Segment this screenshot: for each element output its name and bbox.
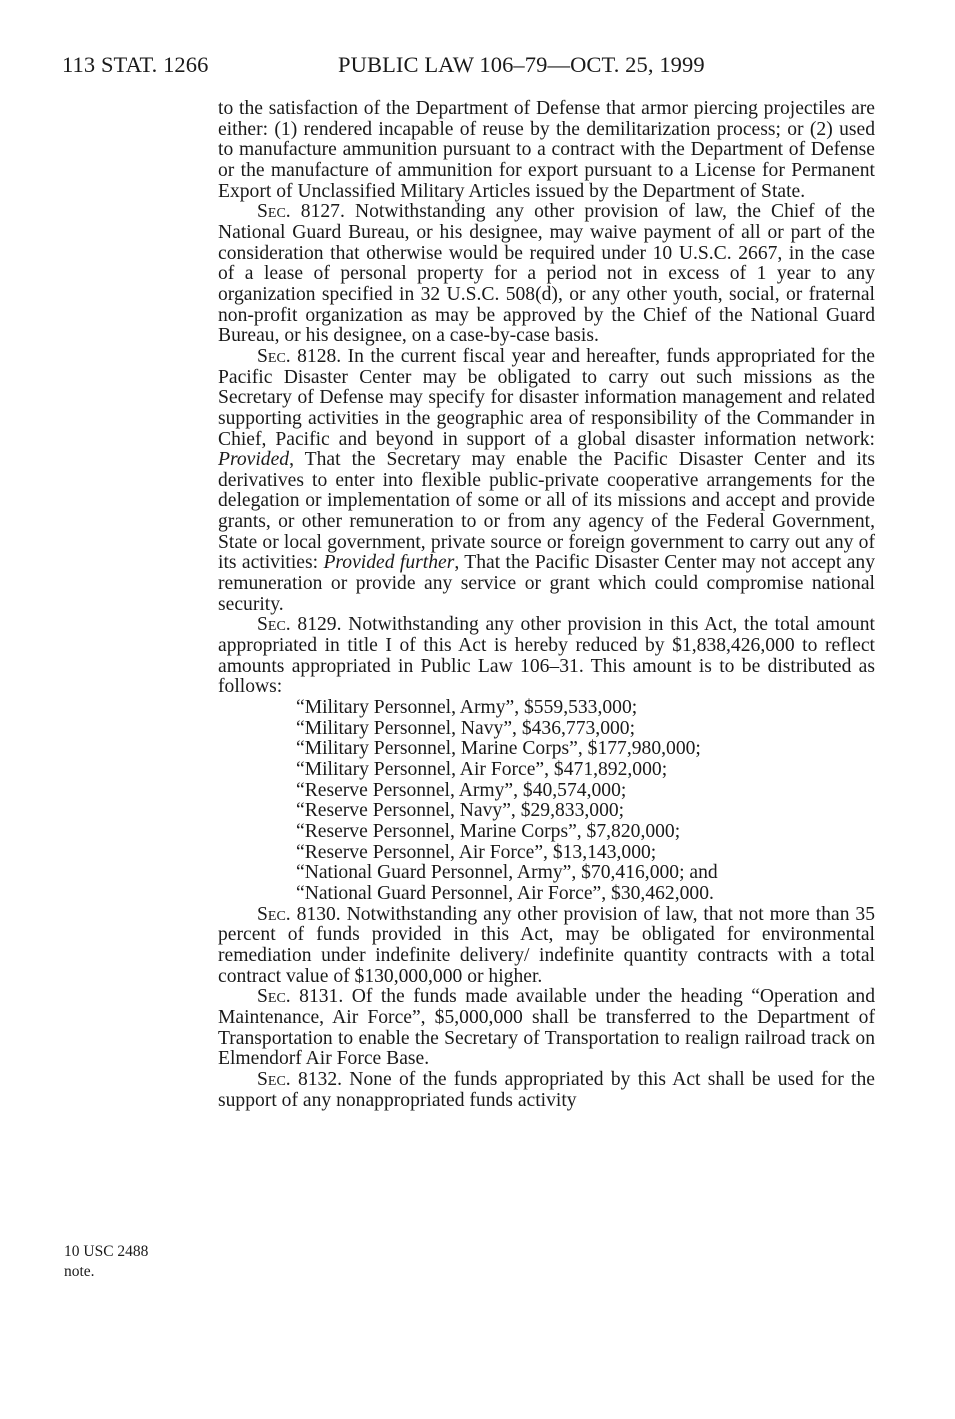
section-label: Sec [257, 903, 286, 925]
public-law-title: PUBLIC LAW 106–79—OCT. 25, 1999 [338, 52, 705, 77]
section-text: . 8128. In the current fiscal year and hereafter, funds appropriated for the Pacific Disaster Center may be obligated to carry out such missions as the Secretary of Defense may specify for disaster information management and related supporting activities in the geographic area of responsibility of the Commander in Chief, Pacific and beyond in support of a global disaster information network: [218, 345, 875, 450]
list-item: “Reserve Personnel, Air Force”, $13,143,000; [296, 841, 657, 863]
list-item: “Military Personnel, Army”, $559,533,000; [296, 697, 638, 719]
statute-page-number: 113 STAT. 1266 [62, 52, 209, 77]
section-text: . 8129. Notwithstanding any other provision in this Act, the total amount appropriated in title I of this Act is hereby reduced by $1,838,426,000 to reflect amounts appropriated in Public Law 106–31. This amount is to be distributed as follows: [218, 614, 875, 698]
section-text: . 8132. None of the funds appropriated by this Act shall be used for the support of any nonappropriated funds activity [218, 1068, 875, 1111]
list-item: “Military Personnel, Air Force”, $471,892,000; [296, 759, 668, 780]
list-item: “Military Personnel, Navy”, $436,773,000; [296, 717, 636, 739]
section-text: , That the Secretary may enable the Pacific Disaster Center and its derivatives to enter into flexible public-private cooperative arrangements for the delegation or implementation of some or all of its missions and accept and provide grants, or other remuneration to or from any agency of the Federal Government, State or local government, private source or foreign government to carry out any of its activities: [218, 449, 875, 574]
list-item: “National Guard Personnel, Army”, $70,416,000; and [296, 862, 718, 884]
proviso: Provided [218, 449, 290, 471]
body-text [218, 99, 875, 1111]
list-item: “Military Personnel, Marine Corps”, $177,980,000; [296, 738, 701, 760]
margin-note [64, 1242, 184, 1282]
section-label: Sec [257, 345, 286, 367]
margin-note-citation: 10 USC 2488 [64, 1243, 149, 1260]
section-label: Sec [257, 201, 286, 223]
list-item: “Reserve Personnel, Marine Corps”, $7,820,000; [296, 820, 681, 842]
section-label: Sec [257, 614, 286, 636]
section-text: . 8127. Notwithstanding any other provision of law, the Chief of the National Guard Bureau, or his designee, may waive payment of all or part of the consideration that otherwise would be required under 10 U.S.C. 2667, in the case of a lease of personal property for a period not in excess of 1 year to any organization specified in 32 U.S.C. 508(d), or any other youth, social, or fraternal non-profit organization as may be approved by the Chief of the National Guard Bureau, or his designee, on a case-by-case basis. [218, 201, 875, 347]
section-8129 [218, 615, 875, 698]
section-label: Sec [257, 1068, 286, 1090]
list-item: “Reserve Personnel, Navy”, $29,833,000; [296, 800, 625, 822]
section-text: . 8130. Notwithstanding any other provision of law, that not more than 35 percent of funds provided in this Act, may be obligated for environmental remediation under indefinite delivery/ indefinite quantity contracts with a total contract value of $130,000,000 or higher. [218, 903, 875, 987]
section-8132 [218, 1070, 875, 1111]
appropriation-list [218, 698, 875, 905]
section-8128 [218, 347, 875, 616]
section-text: . 8131. Of the funds made available under the heading “Operation and Maintenance, Air Force”, $5,000,000 shall be transferred to the Department of Transportation to enable the Secretary of Transportation to realign railroad track on Elmendorf Air Force Base. [218, 986, 875, 1070]
section-8130 [218, 905, 875, 988]
section-8131 [218, 987, 875, 1070]
margin-note-label: note. [64, 1263, 95, 1280]
section-8127 [218, 202, 875, 347]
page-header [62, 52, 892, 84]
paragraph-continued: to the satisfaction of the Department of Defense that armor piercing projectiles are either: (1) rendered incapable of reuse by the demilitarization process; or (2) used to manufacture ammunition pursuant to a contract with the Department of Defense or the manufacture of ammunition for export pursuant to a License for Permanent Export of Unclassified Military Articles issued by the Department of State. [218, 98, 875, 202]
list-item: “Reserve Personnel, Army”, $40,574,000; [296, 779, 627, 801]
list-item: “National Guard Personnel, Air Force”, $30,462,000. [296, 882, 714, 904]
proviso: Provided further [323, 552, 455, 574]
section-label: Sec [257, 986, 286, 1008]
section-text: , That the Pacific Disaster Center may not accept any remuneration or provide any service or grant which could compromise national security. [218, 552, 876, 615]
